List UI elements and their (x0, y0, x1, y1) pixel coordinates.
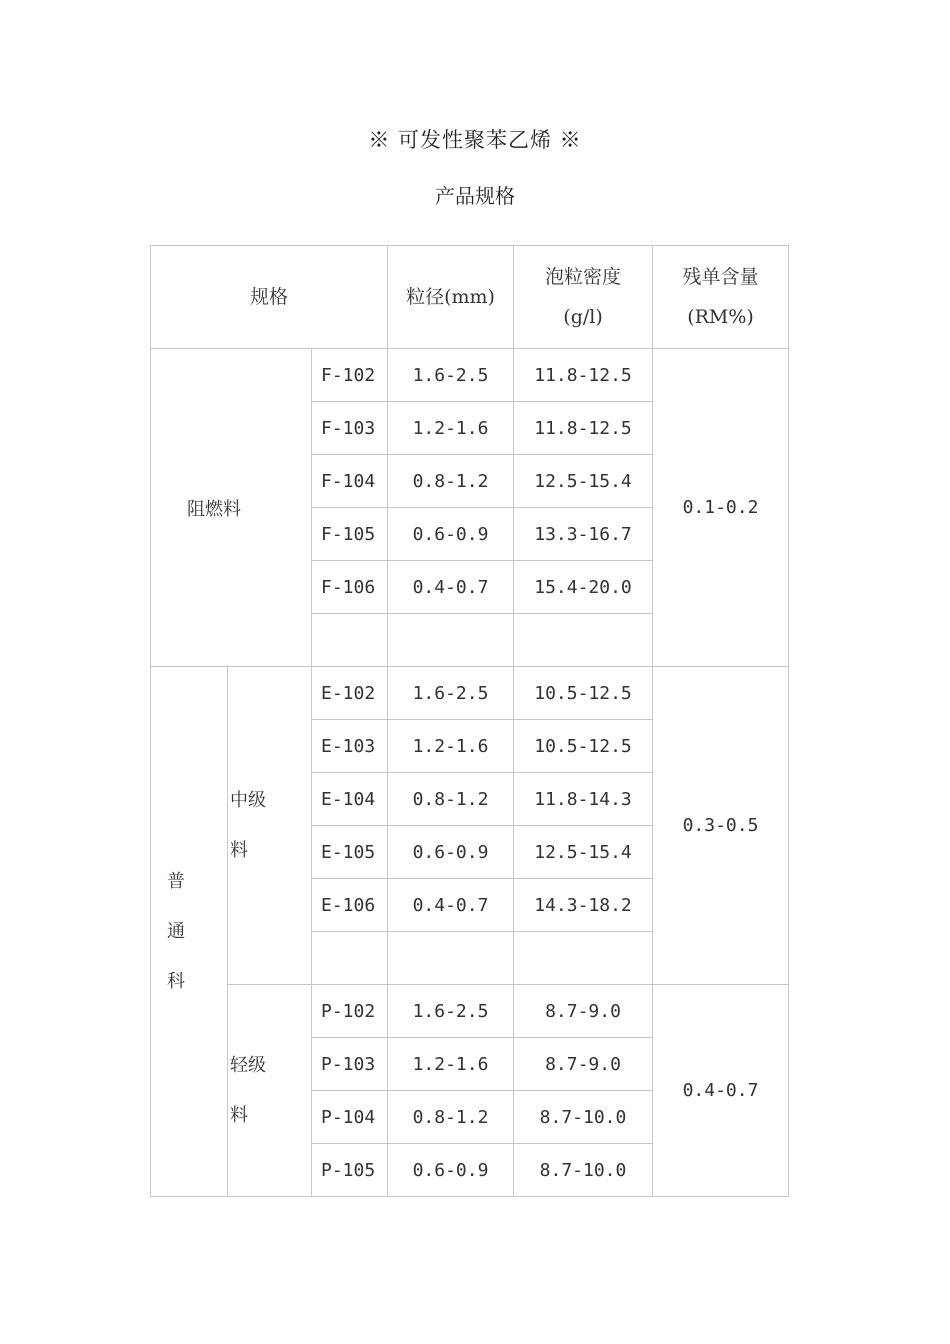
empty-cell (388, 932, 514, 985)
particle-size: 1.6-2.5 (388, 667, 514, 720)
particle-size: 0.6-0.9 (388, 826, 514, 879)
residual-monomer: 0.4-0.7 (653, 985, 789, 1197)
empty-cell (312, 614, 388, 667)
particle-size: 1.6-2.5 (388, 985, 514, 1038)
particle-size: 0.6-0.9 (388, 1144, 514, 1197)
empty-cell (388, 614, 514, 667)
bead-density: 12.5-15.4 (514, 455, 653, 508)
particle-size: 0.4-0.7 (388, 561, 514, 614)
particle-size: 1.6-2.5 (388, 349, 514, 402)
bead-density: 8.7-9.0 (514, 985, 653, 1038)
category-flame-retardant: 阻燃料 (151, 349, 312, 667)
residual-monomer: 0.3-0.5 (653, 667, 789, 985)
bead-density: 14.3-18.2 (514, 879, 653, 932)
header-residual-label: 残单含量 (682, 266, 759, 288)
header-density-unit: (g/l) (563, 306, 603, 328)
table-row (151, 667, 789, 720)
particle-size: 1.2-1.6 (388, 720, 514, 773)
subcategory-medium-label: 料 (230, 839, 248, 861)
bead-density: 8.7-10.0 (514, 1091, 653, 1144)
table-row (151, 985, 789, 1038)
bead-density: 11.8-12.5 (514, 402, 653, 455)
particle-size: 0.8-1.2 (388, 1091, 514, 1144)
header-spec: 规格 (151, 246, 388, 349)
header-density (514, 246, 653, 349)
product-code: F-104 (312, 455, 388, 508)
subcategory-light (228, 985, 312, 1197)
product-code: F-102 (312, 349, 388, 402)
header-row (151, 246, 789, 349)
subcategory-light-label: 料 (230, 1104, 248, 1126)
bead-density: 12.5-15.4 (514, 826, 653, 879)
bead-density: 11.8-14.3 (514, 773, 653, 826)
bead-density: 15.4-20.0 (514, 561, 653, 614)
category-general-char: 通 (167, 920, 185, 942)
empty-cell (514, 932, 653, 985)
particle-size: 0.4-0.7 (388, 879, 514, 932)
product-code: P-103 (312, 1038, 388, 1091)
header-residual (653, 246, 789, 349)
particle-size: 0.6-0.9 (388, 508, 514, 561)
category-general-char: 科 (167, 970, 185, 992)
category-general (151, 667, 228, 1197)
residual-monomer: 0.1-0.2 (653, 349, 789, 667)
product-code: F-103 (312, 402, 388, 455)
bead-density: 10.5-12.5 (514, 667, 653, 720)
product-code: P-105 (312, 1144, 388, 1197)
product-code: E-102 (312, 667, 388, 720)
empty-cell (312, 932, 388, 985)
header-particle-size: 粒径(mm) (388, 246, 514, 349)
particle-size: 0.8-1.2 (388, 455, 514, 508)
empty-cell (514, 614, 653, 667)
particle-size: 0.8-1.2 (388, 773, 514, 826)
product-code: E-106 (312, 879, 388, 932)
subcategory-medium-label: 中级 (230, 789, 266, 811)
spec-table (150, 245, 789, 1197)
product-code: F-105 (312, 508, 388, 561)
page-subtitle: 产品规格 (435, 184, 515, 208)
bead-density: 8.7-9.0 (514, 1038, 653, 1091)
subcategory-medium (228, 667, 312, 985)
product-code: P-102 (312, 985, 388, 1038)
page-title: ※ 可发性聚苯乙烯 ※ (368, 128, 582, 152)
bead-density: 10.5-12.5 (514, 720, 653, 773)
particle-size: 1.2-1.6 (388, 402, 514, 455)
product-code: E-103 (312, 720, 388, 773)
product-code: E-104 (312, 773, 388, 826)
table-row (151, 349, 789, 402)
bead-density: 8.7-10.0 (514, 1144, 653, 1197)
product-code: P-104 (312, 1091, 388, 1144)
header-residual-unit: (RM%) (687, 306, 754, 328)
bead-density: 11.8-12.5 (514, 349, 653, 402)
product-code: F-106 (312, 561, 388, 614)
header-density-label: 泡粒密度 (545, 266, 622, 288)
particle-size: 1.2-1.6 (388, 1038, 514, 1091)
subcategory-light-label: 轻级 (230, 1054, 266, 1076)
product-code: E-105 (312, 826, 388, 879)
bead-density: 13.3-16.7 (514, 508, 653, 561)
category-general-char: 普 (167, 870, 185, 892)
